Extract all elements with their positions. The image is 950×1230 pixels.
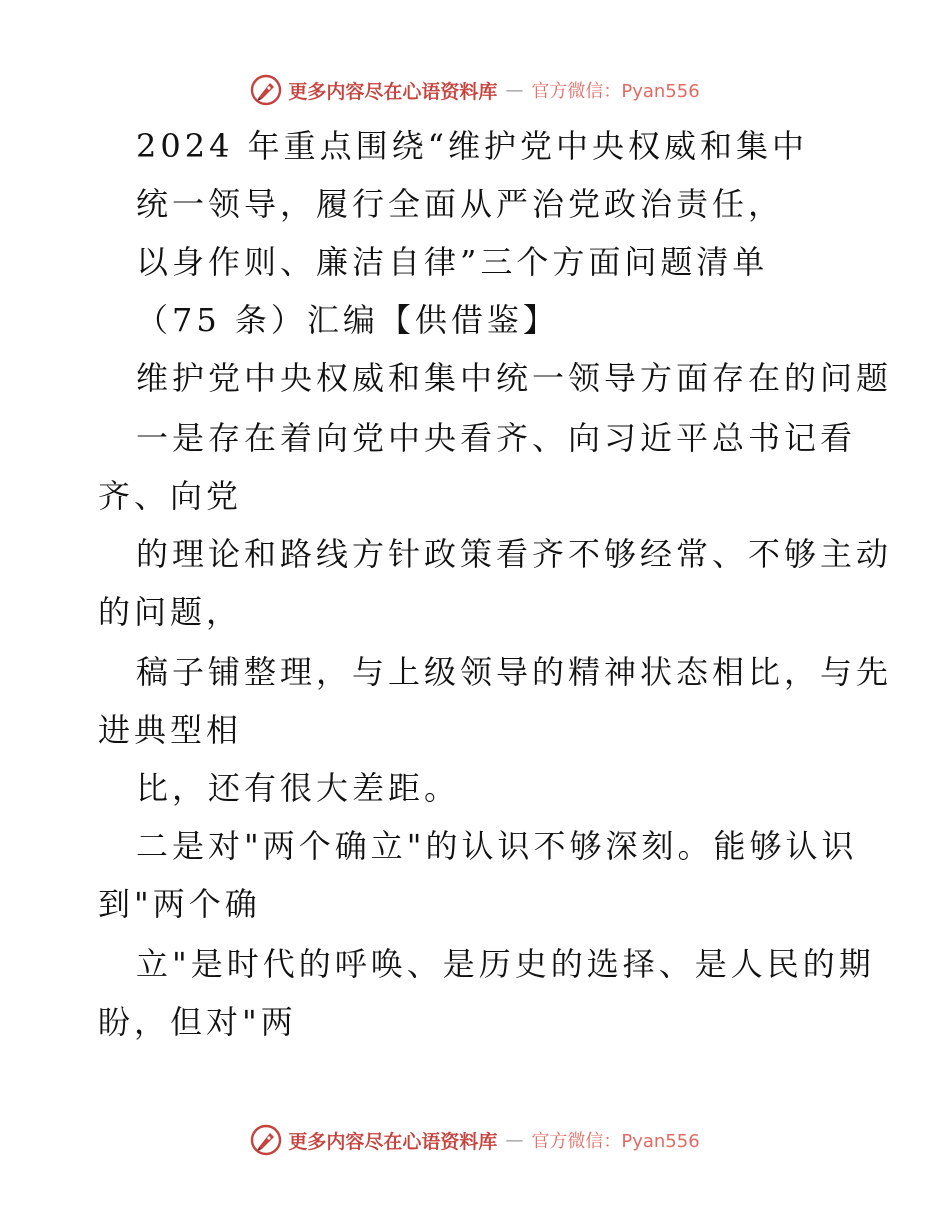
footer-separator: — — [505, 1129, 524, 1151]
doc-line: 二是对"两个确立"的认识不够深刻。能够认识 — [136, 827, 858, 865]
doc-line: 的理论和路线方针政策看齐不够经常、不够主动 — [136, 535, 893, 573]
doc-line: 稿子铺整理，与上级领导的精神状态相比，与先 — [136, 653, 893, 691]
header-separator: — — [505, 79, 524, 101]
doc-line: 以身作则、廉洁自律”三个方面问题清单 — [136, 243, 769, 281]
footer-brand-text: 更多内容尽在心语资料库 — [288, 1130, 498, 1153]
doc-line: 盼，但对"两 — [98, 1003, 297, 1041]
doc-line: 统一领导，履行全面从严治党政治责任， — [136, 185, 785, 223]
doc-line: 立"是时代的呼唤、是历史的选择、是人民的期 — [136, 945, 875, 983]
doc-line: 比，还有很大差距。 — [136, 769, 461, 807]
doc-line: 维护党中央权威和集中统一领导方面存在的问题 — [136, 359, 893, 397]
header-brand-text: 更多内容尽在心语资料库 — [288, 80, 498, 103]
header-wechat: 官方微信：Pyan556 — [531, 81, 700, 102]
page-footer — [0, 1122, 950, 1158]
footer-wechat: 官方微信：Pyan556 — [531, 1131, 700, 1152]
header-brand — [250, 74, 699, 106]
pen-nib-logo-icon — [250, 1124, 282, 1156]
doc-line: 一是存在着向党中央看齐、向习近平总书记看 — [136, 419, 857, 457]
doc-line: 进典型相 — [98, 711, 243, 749]
doc-line: 到"两个确 — [98, 885, 261, 923]
doc-line: 齐、向党 — [98, 477, 243, 515]
doc-line: （75 条）汇编【供借鉴】 — [136, 301, 559, 339]
pen-nib-logo-icon — [250, 74, 282, 106]
page-header — [0, 72, 950, 108]
footer-brand — [250, 1124, 699, 1156]
doc-line: 的问题， — [98, 593, 243, 631]
doc-line: 2024 年重点围绕“维护党中央权威和集中 — [136, 127, 808, 165]
